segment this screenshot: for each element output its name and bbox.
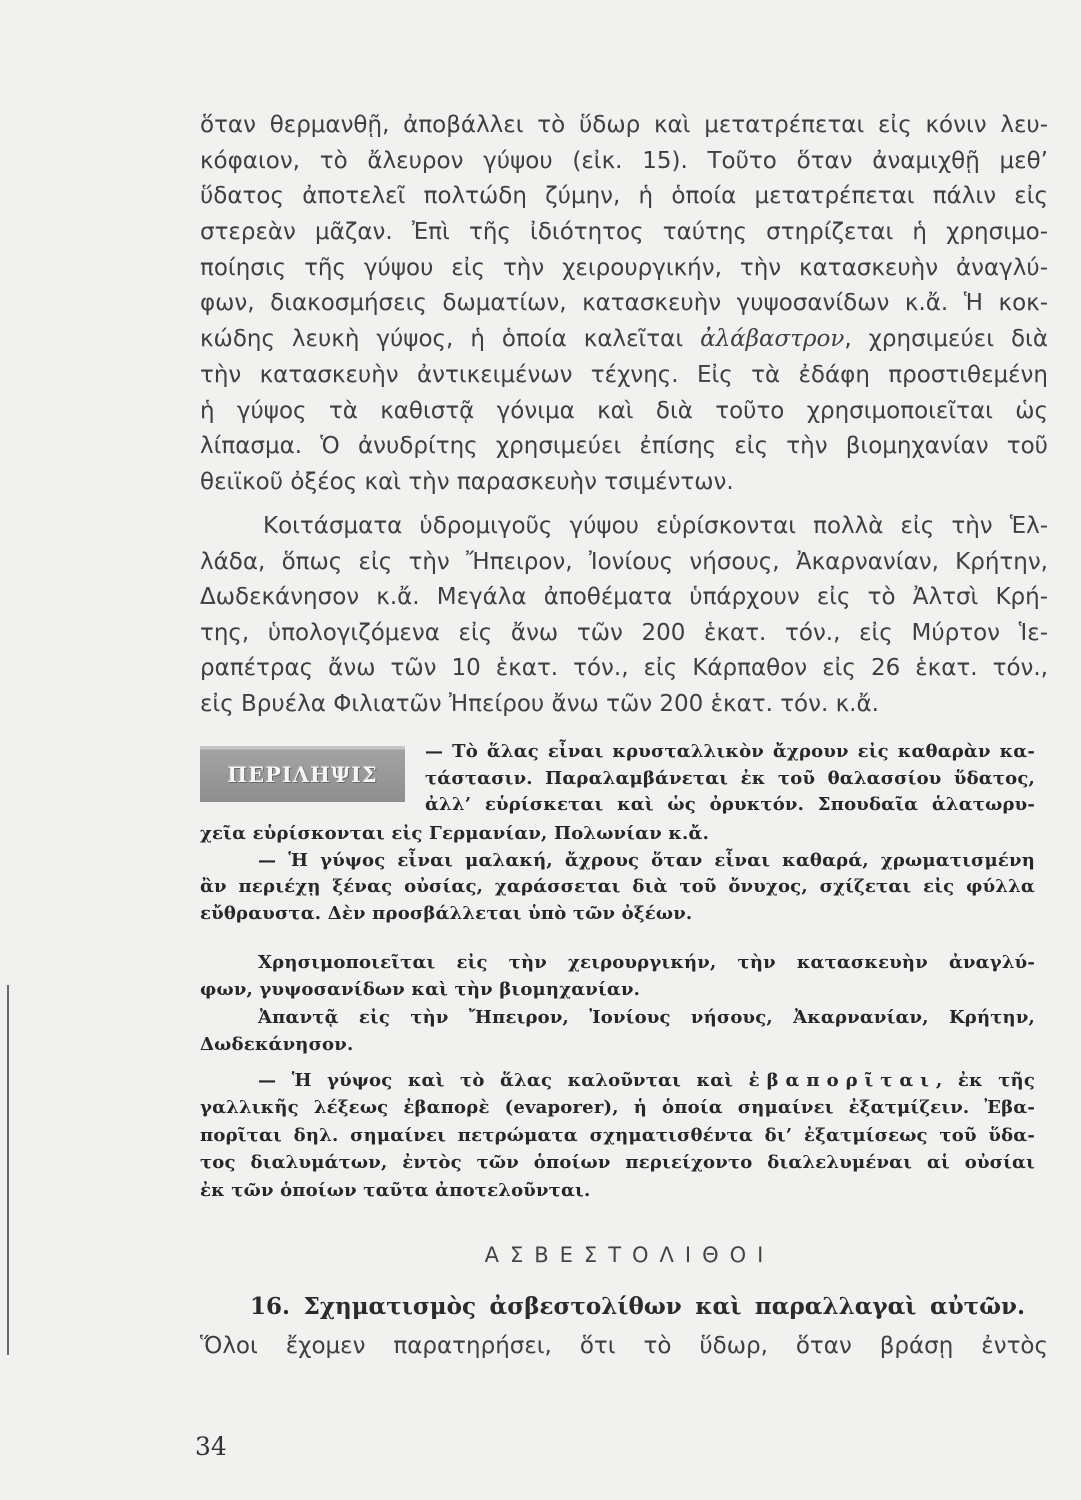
text-line: ἡ γύψος τὰ καθιστᾷ γόνιμα καὶ διὰ τοῦτο χρησιμοποιεῖται ὡς (200, 397, 1048, 424)
summary-salt-end (200, 820, 1035, 847)
text-line: εἰς Βρυέλα Φιλιατῶν Ἠπείρου ἄνω τῶν 200 ἑκατ. τόν. κ.ἄ. (200, 690, 879, 717)
text-segment: , ἐκ τῆς (935, 1069, 1035, 1091)
text-line: εὔθραυστα. Δὲν προσβάλλεται ὑπὸ τῶν ὀξέων. (200, 902, 693, 924)
text-line: — Τὸ ἅλας εἶναι κρυσταλλικὸν ἄχρουν εἰς καθαρὰν κα- (425, 741, 1035, 762)
text-line: τος διαλυμάτων, ἐντὸς τῶν ὁποίων περιείχοντο διαλελυμέναι αἱ οὐσίαι (200, 1152, 1035, 1173)
text-line: Δωδεκάνησον. (200, 1033, 354, 1055)
text-line: κόφαιον, τὸ ἄλευρον γύψου (εἰκ. 15). Τοῦτο ὅταν ἀναμιχθῇ μεθ’ (200, 147, 1048, 174)
paragraph-gypsum-plaster (200, 108, 1048, 501)
text-line: ποίησις τῆς γύψου εἰς τὴν χειρουργικήν, τὴν κατασκευὴν ἀναγλύ- (200, 254, 1048, 281)
text-segment: κώδης λευκὴ γύψος, ἡ ὁποία καλεῖται (200, 326, 701, 353)
text-line: Ἀπαντᾷ εἰς τὴν Ἤπειρον, Ἰονίους νήσους, Ἀκαρνανίαν, Κρήτην, (258, 1006, 1035, 1028)
text-segment: — Ἡ γύψος καὶ τὸ ἅλας καλοῦνται καὶ (258, 1069, 749, 1091)
text-line (200, 1067, 1035, 1095)
text-line: τάστασιν. Παραλαμβάνεται ἐκ τοῦ θαλασσίου ὕδατος, (425, 767, 1035, 789)
text-line: στερεὰν μᾶζαν. Ἐπὶ τῆς ἰδιότητος ταύτης στηρίζεται ἡ χρησιμο- (200, 219, 1048, 246)
text-line: θειϊκοῦ ὀξέος καὶ τὴν παρασκευὴν τσιμέντων. (200, 468, 734, 495)
text-line: λάδα, ὅπως εἰς τὴν Ἤπειρον, Ἰονίους νήσους, Ἀκαρνανίαν, Κρήτην, (200, 548, 1048, 575)
text-line: χεῖα εὑρίσκονται εἰς Γερμανίαν, Πολωνίαν κ.ἄ. (200, 823, 710, 844)
summary-gypsum-locations (200, 1004, 1035, 1058)
text-line: πορῖται δηλ. σημαίνει πετρώματα σχηματισθέντα δι’ ἐξατμίσεως τοῦ ὕδα- (200, 1124, 1035, 1146)
text-line: ὕδατος ἀποτελεῖ πολτώδη ζύμην, ἡ ὁποία μετατρέπεται πάλιν εἰς (200, 183, 1048, 210)
text-line (200, 322, 1048, 358)
text-line: της, ὑπολογιζόμενα εἰς ἄνω τῶν 200 ἑκατ. τόν., εἰς Μύρτον Ἱε- (200, 619, 1048, 646)
text-line: ραπέτρας ἄνω τῶν 10 ἑκατ. τόν., εἰς Κάρπαθον εἰς 26 ἑκατ. τόν., (200, 655, 1048, 682)
text-line: ἐκ τῶν ὁποίων ταῦτα ἀποτελοῦνται. (200, 1179, 591, 1201)
text-line: ἂν περιέχῃ ξένας οὐσίας, χαράσσεται διὰ τοῦ ὄνυχος, σχίζεται εἰς φύλλα (200, 876, 1035, 898)
section-body (200, 1328, 1048, 1364)
section-title (250, 1291, 1025, 1323)
page-number: 34 (195, 1432, 227, 1461)
text-line: Κοιτάσματα ὑδρομιγοῦς γύψου εὑρίσκονται πολλὰ εἰς τὴν Ἑλ- (263, 513, 1048, 539)
summary-label-box (200, 746, 405, 802)
section-title-text: 16. Σχηματισμὸς ἀσβεστολίθων καὶ παραλλαγαὶ αὐτῶν. (250, 1293, 1025, 1320)
summary-gypsum-properties (200, 848, 1035, 928)
text-line: ἀλλ’ εὑρίσκεται καὶ ὡς ὀρυκτόν. Σπουδαῖα ἁλατωρυ- (425, 794, 1035, 816)
text-line: ὅταν θερμανθῇ, ἀποβάλλει τὸ ὕδωρ καὶ μετατρέπεται εἰς κόνιν λευ- (200, 112, 1048, 138)
text-line: Δωδεκάνησον κ.ἄ. Μεγάλα ἀποθέματα ὑπάρχουν εἰς τὸ Ἀλτσὶ Κρή- (200, 584, 1048, 611)
summary-salt-lines (425, 739, 1035, 819)
text-line: φων, διακοσμήσεις δωματίων, κατασκευὴν γυψοσανίδων κ.ἄ. Ἡ κοκ- (200, 290, 1048, 317)
text-line: φων, γυψοσανίδων καὶ τὴν βιομηχανίαν. (200, 978, 641, 1000)
scan-edge-line (7, 985, 9, 1355)
text-line: γαλλικῆς λέξεως ἐβαπορὲ (evaporer), ἡ ὁποία σημαίνει ἐξατμίζειν. Ἐβα- (200, 1097, 1035, 1118)
text-line: Ὅλοι ἔχομεν παρατηρήσει, ὅτι τὸ ὕδωρ, ὅταν βράσῃ ἐντὸς (200, 1333, 1048, 1359)
text-line: τὴν κατασκευὴν ἀντικειμένων τέχνης. Εἰς τὰ ἐδάφη προστιθεμένη (200, 361, 1048, 388)
summary-label: ΠΕΡΙΛΗΨΙΣ (227, 761, 378, 787)
text-segment: , χρησιμεύει διὰ (844, 326, 1048, 353)
spaced-term: ἐβαπορῖται (748, 1069, 936, 1091)
text-line: λίπασμα. Ὁ ἀνυδρίτης χρησιμεύει ἐπίσης εἰς τὴν βιομηχανίαν τοῦ (200, 433, 1048, 460)
text-line: — Ἡ γύψος εἶναι μαλακή, ἄχρους ὅταν εἶναι καθαρά, χρωματισμένη (258, 849, 1035, 871)
italic-term: ἀλάβαστρον (700, 326, 845, 353)
chapter-heading: ΑΣΒΕΣΤΟΛΙΘΟΙ (484, 1243, 775, 1267)
paragraph-gypsum-deposits (200, 509, 1048, 723)
text-line: Χρησιμοποιεῖται εἰς τὴν χειρουργικήν, τὴν κατασκευὴν ἀναγλύ- (258, 951, 1035, 973)
summary-gypsum-uses (200, 949, 1035, 1003)
summary-evaporites (200, 1067, 1035, 1205)
